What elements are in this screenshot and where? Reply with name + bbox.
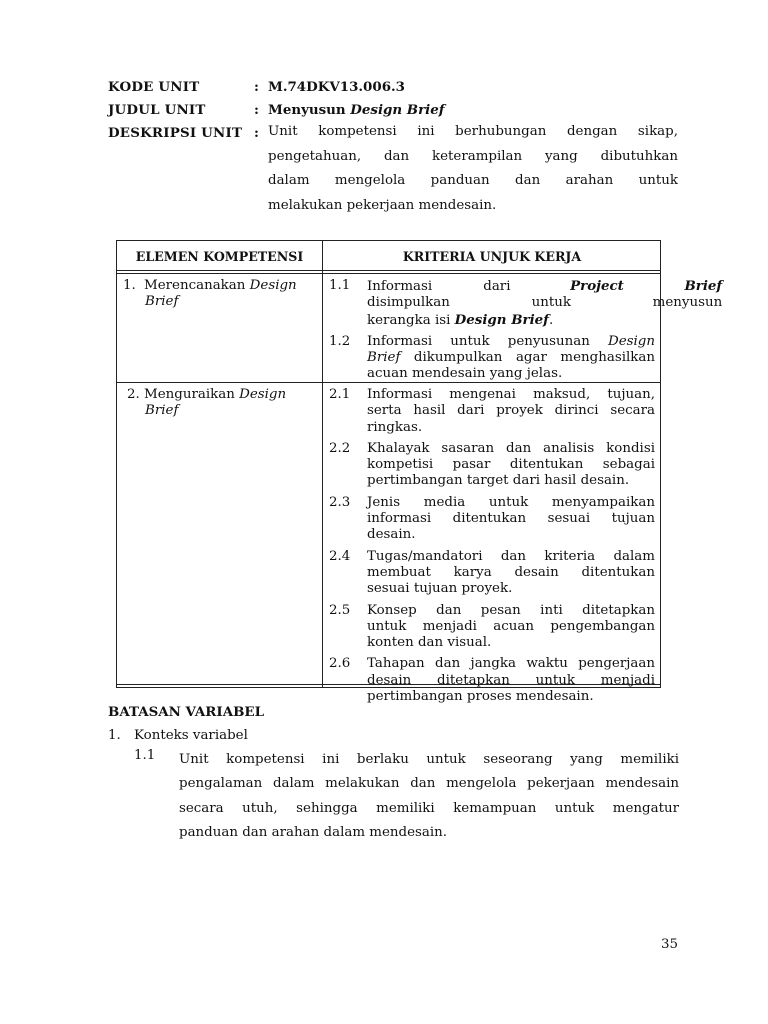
col-header-kriteria: KRITERIA UNJUK KERJA	[402, 249, 582, 264]
colon: :	[254, 79, 259, 95]
deskripsi-line: dalam mengelola panduan dan arahan untuk	[268, 173, 678, 188]
konteks-sub-item: 1.1 Unit kompetensi ini berlaku untuk seseorang yang memiliki pengalaman dalam melakukan dan mengelola pekerjaan mendesain secara utuh, sehingga memiliki kemampuan untuk mengatur panduan dan arahan dalam mendesain.	[134, 748, 679, 845]
kriteria-item: 2.4 Tugas/mandatori dan kriteria dalam membuat karya desain ditentukan sesuai tujuan proyek.	[329, 548, 655, 597]
column-divider	[322, 241, 323, 687]
competency-table	[116, 240, 723, 705]
kriteria-line-rich: kerangka isi Design Brief.	[367, 311, 554, 328]
kriteria-item: 2.5 Konsep dan pesan inti ditetapkan untuk menjadi acuan pengembangan konten dan visual.	[329, 602, 655, 651]
elemen-1: 1. Merencanakan Design Brief	[123, 278, 297, 309]
konteks-variabel-item: 1. Konteks variabel	[108, 728, 248, 743]
judul-unit-row	[108, 102, 445, 118]
colon: :	[254, 102, 259, 118]
kriteria-list-1	[329, 278, 723, 388]
kriteria-item: 2.2 Khalayak sasaran dan analisis kondisi kompetisi pasar ditentukan sebagai pertimbangan target dari hasil desain.	[329, 440, 655, 489]
kriteria-line-rich: Informasi untuk penyusunan Design	[367, 333, 655, 349]
colon: :	[254, 125, 259, 141]
kriteria-item: 1.2 Informasi untuk penyusunan Design Brief dikumpulkan agar menghasilkan acuan mendesain yang jelas.	[329, 333, 655, 382]
kode-unit-row	[108, 79, 405, 95]
deskripsi-line: Unit kompetensi ini berhubungan dengan sikap,	[268, 124, 678, 139]
col-header-elemen: ELEMEN KOMPETENSI	[135, 249, 304, 264]
deskripsi-line: pengetahuan, dan keterampilan yang dibutuhkan	[268, 148, 678, 164]
konteks-sub-text: Unit kompetensi ini berlaku untuk seseorang yang memiliki pengalaman dalam melakukan dan mengelola pekerjaan mendesain secara utuh, sehingga memiliki kemampuan untuk mengatur panduan dan arahan dalam mendesain.	[179, 752, 679, 840]
judul-unit-label: JUDUL UNIT	[108, 102, 206, 118]
kriteria-list-2	[329, 387, 655, 710]
kriteria-item: 2.1 Informasi mengenai maksud, tujuan, serta hasil dari proyek dirinci secara ringkas.	[329, 387, 655, 435]
deskripsi-line: melakukan pekerjaan mendesain.	[268, 197, 497, 213]
kriteria-item: 2.3 Jenis media untuk menyampaikan informasi ditentukan sesuai tujuan desain.	[329, 494, 655, 543]
header-divider	[117, 273, 660, 274]
kriteria-item: 1.1 Informasi dari Project Brief disimpulkan untuk menyusun kerangka isi Design Brief.	[329, 278, 723, 328]
page-number: 35	[660, 937, 678, 952]
judul-unit-value: Menyusun Design Brief	[268, 102, 445, 118]
kode-unit-label: KODE UNIT	[108, 79, 200, 95]
deskripsi-unit-text	[268, 120, 678, 218]
deskripsi-unit-label: DESKRIPSI UNIT	[108, 125, 243, 141]
kriteria-item: 2.6 Tahapan dan jangka waktu pengerjaan desain ditetapkan untuk menjadi pertimbangan proses mendesain.	[329, 656, 655, 705]
header-divider	[117, 270, 660, 271]
kriteria-line-rich: Brief dikumpulkan agar menghasilkan	[367, 350, 655, 366]
deskripsi-unit-row	[108, 125, 268, 141]
elemen-2: 2. Menguraikan Design Brief	[127, 387, 287, 418]
kode-unit-value: M.74DKV13.006.3	[268, 79, 405, 95]
kriteria-line-rich: Informasi dari Project Brief	[367, 278, 723, 294]
batasan-variabel-title: BATASAN VARIABEL	[108, 704, 265, 720]
